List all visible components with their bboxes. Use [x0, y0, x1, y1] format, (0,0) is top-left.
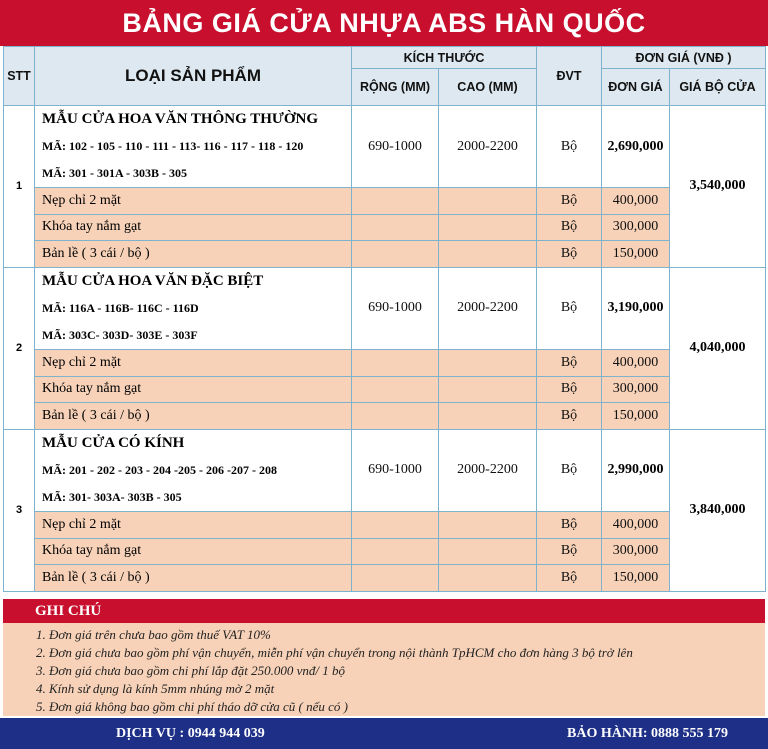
product-name: MẪU CỬA CÓ KÍNH: [42, 434, 185, 451]
product-code: MÃ: 116A - 116B- 116C - 116D: [42, 300, 199, 315]
accessory-price: 300,000: [602, 538, 670, 565]
empty-cell: [439, 376, 537, 403]
accessory-row: [4, 188, 766, 215]
set-price: 4,040,000: [670, 267, 766, 429]
note-item: 5. Đơn giá không bao gồm chi phí tháo dỡ cửa cũ ( nếu có ): [36, 699, 348, 714]
header-unit: ĐVT: [537, 47, 602, 106]
product-row: [4, 106, 766, 188]
empty-cell: [352, 214, 439, 241]
empty-cell: [352, 538, 439, 565]
product-height: 2000-2200: [439, 106, 537, 188]
header-price-group: ĐƠN GIÁ (VNĐ ): [602, 47, 766, 69]
accessory-name: Nẹp chỉ 2 mặt: [35, 349, 352, 376]
empty-cell: [439, 188, 537, 215]
product-code: MÃ: 102 - 105 - 110 - 111 - 113- 116 - 117 - 118 - 120: [42, 139, 304, 153]
product-code: MÃ: 301 - 301A - 303B - 305: [42, 166, 187, 180]
note-item: 3. Đơn giá chưa bao gồm chi phí lắp đặt 250.000 vnđ/ 1 bộ: [36, 663, 346, 678]
footer: [0, 718, 768, 749]
empty-cell: [439, 214, 537, 241]
header-height: CAO (MM): [439, 69, 537, 106]
header-stt: STT: [4, 47, 35, 106]
product-cell: [35, 429, 352, 511]
accessory-name: Bản lề ( 3 cái / bộ ): [35, 403, 352, 430]
empty-cell: [352, 349, 439, 376]
accessory-unit: Bộ: [537, 376, 602, 403]
row-stt: 3: [4, 429, 35, 591]
notes-list: [3, 623, 765, 716]
accessory-unit: Bộ: [537, 241, 602, 268]
accessory-unit: Bộ: [537, 565, 602, 592]
accessory-unit: Bộ: [537, 214, 602, 241]
empty-cell: [352, 565, 439, 592]
product-price: 3,190,000: [602, 267, 670, 349]
accessory-price: 150,000: [602, 241, 670, 268]
accessory-name: Khóa tay nắm gạt: [35, 376, 352, 403]
empty-cell: [352, 188, 439, 215]
note-item: 1. Đơn giá trên chưa bao gồm thuế VAT 10%: [36, 627, 271, 642]
page-title: BẢNG GIÁ CỬA NHỰA ABS HÀN QUỐC: [0, 0, 768, 46]
row-stt: 2: [4, 267, 35, 429]
product-height: 2000-2200: [439, 429, 537, 511]
set-price: 3,840,000: [670, 429, 766, 591]
accessory-name: Nẹp chỉ 2 mặt: [35, 188, 352, 215]
accessory-price: 400,000: [602, 188, 670, 215]
product-code: MÃ: 303C- 303D- 303E - 303F: [42, 327, 198, 342]
empty-cell: [352, 376, 439, 403]
empty-cell: [439, 403, 537, 430]
empty-cell: [439, 349, 537, 376]
accessory-row: [4, 511, 766, 538]
header-set-price: GIÁ BỘ CỬA: [670, 69, 766, 106]
product-price: 2,690,000: [602, 106, 670, 188]
price-table: [3, 46, 766, 592]
empty-cell: [439, 511, 537, 538]
product-width: 690-1000: [352, 429, 439, 511]
header-width: RỘNG (MM): [352, 69, 439, 106]
product-code: MÃ: 301- 303A- 303B - 305: [42, 489, 182, 504]
accessory-row: [4, 403, 766, 430]
header-product: LOẠI SẢN PHẨM: [35, 47, 352, 106]
accessory-row: [4, 565, 766, 592]
product-code: MÃ: 201 - 202 - 203 - 204 -205 - 206 -207 - 208: [42, 462, 277, 477]
accessory-name: Khóa tay nắm gạt: [35, 214, 352, 241]
accessory-unit: Bộ: [537, 188, 602, 215]
empty-cell: [439, 241, 537, 268]
product-row: [4, 429, 766, 511]
accessory-name: Bản lề ( 3 cái / bộ ): [35, 565, 352, 592]
accessory-row: [4, 349, 766, 376]
empty-cell: [352, 511, 439, 538]
service-hotline: DỊCH VỤ : 0944 944 039: [116, 726, 265, 741]
header-unit-price: ĐƠN GIÁ: [602, 69, 670, 106]
product-width: 690-1000: [352, 106, 439, 188]
product-name: MẪU CỬA HOA VĂN THÔNG THƯỜNG: [42, 111, 318, 127]
product-cell: [35, 267, 352, 349]
accessory-price: 150,000: [602, 403, 670, 430]
empty-cell: [439, 565, 537, 592]
warranty-hotline: BẢO HÀNH: 0888 555 179: [567, 726, 728, 741]
empty-cell: [352, 241, 439, 268]
product-cell: [35, 106, 352, 188]
notes-title: GHI CHÚ: [3, 599, 765, 623]
header-size-group: KÍCH THƯỚC: [352, 47, 537, 69]
accessory-price: 300,000: [602, 376, 670, 403]
accessory-unit: Bộ: [537, 511, 602, 538]
accessory-name: Khóa tay nắm gạt: [35, 538, 352, 565]
accessory-name: Nẹp chỉ 2 mặt: [35, 511, 352, 538]
product-unit: Bộ: [537, 267, 602, 349]
accessory-row: [4, 376, 766, 403]
product-width: 690-1000: [352, 267, 439, 349]
set-price: 3,540,000: [670, 106, 766, 268]
accessory-name: Bản lề ( 3 cái / bộ ): [35, 241, 352, 268]
accessory-price: 400,000: [602, 511, 670, 538]
accessory-row: [4, 538, 766, 565]
accessory-unit: Bộ: [537, 403, 602, 430]
accessory-row: [4, 214, 766, 241]
note-item: 4. Kính sử dụng là kính 5mm nhúng mờ 2 mặt: [36, 681, 275, 696]
accessory-price: 400,000: [602, 349, 670, 376]
product-height: 2000-2200: [439, 267, 537, 349]
product-name: MẪU CỬA HOA VĂN ĐẶC BIỆT: [42, 272, 264, 289]
accessory-price: 150,000: [602, 565, 670, 592]
accessory-row: [4, 241, 766, 268]
note-item: 2. Đơn giá chưa bao gồm phí vận chuyển, miễn phí vận chuyển trong nội thành TpHCM cho đơn hàng 3 bộ trở lên: [36, 645, 633, 660]
row-stt: 1: [4, 106, 35, 268]
product-price: 2,990,000: [602, 429, 670, 511]
accessory-price: 300,000: [602, 214, 670, 241]
accessory-unit: Bộ: [537, 538, 602, 565]
product-unit: Bộ: [537, 106, 602, 188]
accessory-unit: Bộ: [537, 349, 602, 376]
product-unit: Bộ: [537, 429, 602, 511]
empty-cell: [439, 538, 537, 565]
empty-cell: [352, 403, 439, 430]
product-row: [4, 267, 766, 349]
